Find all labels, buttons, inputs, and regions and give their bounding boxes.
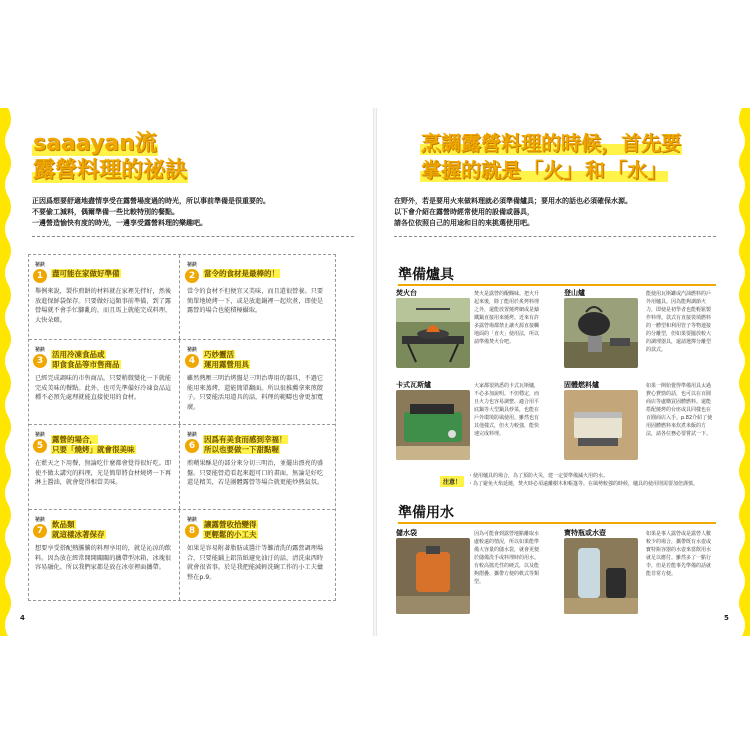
stove-desc: 焚火是露營的醍醐味。把火升起來後，除了能用於炙烤料理之外，還能放置燒烤網或是鑄鐵鍋直接用來燒烤。近來有許多露營場都禁止讓火源直接觸地面的「直火」使用法，所以請準備焚火台吧。: [474, 291, 540, 345]
tip-number-badge: 4: [185, 354, 199, 368]
left-intro-line: 正因爲想要舒適地盡情享受在露營場度過的時光，所以事前準備是很重要的。: [32, 197, 270, 205]
tip-body: 雖然熱壓三明治烤盤是三明治專用的器具，不過它能用來蒸烤，還能簡單翻面。所以很推薦拿來煎餃子。只要能活用道具的話，料理的範疇也會更加寬廣。: [187, 375, 324, 411]
tips-grid: [28, 254, 336, 601]
right-page-number: 5: [724, 614, 729, 622]
tips-row: [29, 340, 335, 425]
tip-body: 在藍天之下用餐，無論吃什麼都會覺得很好吃。即使不做太講究的料理，光是簡單將食材燒烤一下再淋上醬油，就會覺得相當美味。: [35, 460, 172, 486]
left-intro-line: 一邊營造愉快有度的時光，一邊享受露營料理的樂趣吧。: [32, 219, 207, 227]
right-intro-line: 在野外，若是要用火來做料理就必須準備爐具；要用水的話也必須確保水源。: [394, 197, 632, 205]
tip-label: 祕訣: [187, 517, 198, 523]
right-intro-line: 以下會介紹在露營時經常使用的設備或器具，: [394, 208, 534, 216]
camping-stove-photo: [564, 298, 638, 368]
caution-note: ・使用爐具的場合，為了預防火災，建一定要準備滅火用的水。: [468, 473, 609, 479]
tip-label: 祕訣: [35, 517, 46, 523]
right-title-line2: 掌握的就是: [421, 158, 521, 182]
left-intro: [32, 196, 362, 229]
water-bag-photo: [396, 538, 470, 614]
right-page: [384, 108, 736, 636]
tip-label: 祕訣: [35, 432, 46, 438]
left-divider: [32, 236, 354, 237]
tip-card-2: [181, 255, 331, 339]
tip-number-badge: 5: [33, 439, 47, 453]
right-title: [420, 130, 740, 184]
water-label: 寶特瓶或水壺: [564, 529, 606, 537]
tip-card-4: [181, 340, 331, 424]
bottle-and-flask-photo: [564, 538, 638, 614]
stove-label: 卡式瓦斯爐: [396, 381, 431, 389]
tip-label: 祕訣: [35, 347, 46, 353]
tip-heading: 巧妙靈活 運用露營用具: [204, 350, 249, 369]
left-title-line1: saaayan流: [33, 131, 157, 156]
tip-number-badge: 1: [33, 269, 47, 283]
tip-body: 舉例來說，製作煎餅的材料就在家裡先拌好，然後放進保鮮袋保存。只要做好這類事前準備，到了露營場就不會手忙腳亂的，而且馬上就能完成料理、大快朵頤。: [35, 288, 172, 324]
left-title: [32, 130, 352, 184]
right-wavy-edge: [736, 108, 750, 636]
right-intro: [394, 196, 734, 229]
stove-desc: 大家都很熟悉的卡式瓦斯爐，不必多加說明。不但穩定，而且火力也容易調整、適合用平底鍋等大型鍋具炒菜，也能在戶外環境防風使用。雖然也有其他樣式，但火力較強，能快速完成料理。: [474, 383, 540, 437]
tip-number-badge: 6: [185, 439, 199, 453]
tip-label: 祕訣: [35, 262, 46, 268]
tip-heading: 盡可能在家做好準備: [52, 269, 120, 278]
cassette-gas-stove-photo: [396, 390, 470, 460]
tip-body: 當令的食材不但便宜又美味，而且還很營養。只要簡單地燒烤一下，或是放進鍋裡一起炊煮，即使是露營的場合也能積極攝取。: [187, 288, 324, 314]
tip-number-badge: 2: [185, 269, 199, 283]
tip-card-6: [181, 425, 331, 509]
tip-card-5: [29, 425, 180, 509]
water-desc: 因為可能會到露營地點離取水處較遠的情況，所以如果能準備大容量的儲水袋，就會更便於儲備洗手或料理時的用水。有較高擋光性的硬式，以及能夠摺疊、攜帶方便的軟式等類型。: [474, 531, 540, 585]
tip-body: 如果是容易附著脂肪或醬汁等難清洗的露營調理場合，只要能鋪上鋁箔紙避免油汙的話，清洗東西時就會很省事。於是我把能減輕洗碗工作的小工夫彙整在p.9。: [187, 545, 324, 581]
caution-notes: [468, 472, 730, 488]
solid-fuel-stove-photo: [564, 390, 638, 460]
tip-label: 祕訣: [187, 347, 198, 353]
stove-label: 焚火台: [396, 289, 417, 297]
stove-label: 固體燃料爐: [564, 381, 599, 389]
book-fold: [373, 108, 377, 636]
tip-heading: 活用冷凍食品或 即食食品等市售商品: [52, 350, 120, 369]
tip-heading: 飲品類 就這樣冰著保存: [52, 520, 105, 539]
right-intro-line: 請各位依照自己的用途和目的來挑選使用吧。: [394, 219, 534, 227]
tip-number-badge: 7: [33, 524, 47, 538]
water-word: 「水」: [607, 158, 667, 182]
left-wavy-edge: [0, 108, 14, 636]
water-section-title: 準備用水: [398, 505, 454, 521]
left-page-number: 4: [20, 614, 25, 622]
stove-section-title: 準備爐具: [398, 267, 454, 283]
tip-body: 煎蘋果酥是的部分來分切三明治，並擺出漂亮的盛盤。只要能營造看起來超可口的畫面，無論是好吃還是精美，若是團體露營等場合就更能炒熱氣氛。: [187, 460, 324, 486]
tip-card-8: [181, 510, 331, 600]
tip-body: 想要享受搭配熱騰騰的料理享用的，就是沁涼的飲料。因為放在經常開開關關的攜帶型冰箱，冰塊很容易融化。所以我們家都是放在冰壺裡面攜帶。: [35, 545, 172, 571]
tip-card-1: [29, 255, 180, 339]
tip-heading: 因爲有美食而感到幸福！ 所以也要做一下甜點喔: [204, 435, 287, 454]
tips-row: [29, 510, 335, 600]
caution-note: ・為了避免火焰延燒，焚火時必須遠離樹木和帳篷等。在風勢較強的時候，爐具的使用則需要加倍謹慎。: [468, 481, 699, 487]
tip-card-3: [29, 340, 180, 424]
tip-heading: 當令的食材是最棒的！: [204, 269, 279, 278]
stove-desc: 如果一開始覺得準備用具太過費心費勁的話，也可以在百圓商店等處購買固體燃料。還能搭配燒烤的台座或具同樣也在百圓商店入手。p.82介紹了使用固體燃料來炊煮米飯的方法，請各位務必要嘗試一下。: [646, 383, 713, 437]
water-label: 儲水袋: [396, 529, 417, 537]
stove-section-rule: [398, 284, 716, 286]
tips-row: [29, 255, 335, 340]
tips-row: [29, 425, 335, 510]
tip-card-7: [29, 510, 180, 600]
tip-heading: 露營的場合， 只要「燒烤」就會很美味: [52, 435, 135, 454]
right-divider: [394, 236, 716, 237]
right-title-line1: 烹調露營料理的時候，首先要: [421, 131, 681, 155]
left-page: [14, 108, 366, 636]
caution-tag: 注意！: [440, 476, 464, 487]
tip-number-badge: 8: [185, 524, 199, 538]
water-section-rule: [398, 522, 716, 524]
fire-word: 「火」: [523, 158, 583, 182]
water-desc: 如果是事人露營或是露營人數較少的場合，攜帶既有水壺或寶特瓶容器的水壺來當飲用水就足以應付。雖然多了一點行李，但是若能事先準備的話就能非常方便。: [646, 531, 712, 577]
tip-number-badge: 3: [33, 354, 47, 368]
tip-label: 祕訣: [187, 262, 198, 268]
left-intro-line: 不要偷工減料，偶爾準備一些比較特別的餐點。: [32, 208, 179, 216]
tip-heading: 讓露營收拾變得 更輕鬆的小工夫: [204, 520, 257, 539]
tip-body: 已經完成調味的市售商品，只要稍微變化一下就能完成美味的餐點。此外，也可先準備好冷凍食品這種不必預先處理就能直接使用的食材。: [35, 375, 172, 401]
campfire-stand-photo: [396, 298, 470, 368]
stove-label: 登山爐: [564, 289, 585, 297]
tip-label: 祕訣: [187, 432, 198, 438]
stove-desc: 能使用瓦斯罐或汽油燃料的戶外用爐具。因為能夠調節火力，即使是初學者也能輕鬆製作料理。款式有直接裝填燃料的一體型和利用管子等物連接的分離型，但如果要擺放較大的調理器具，還請選擇分離型的款式。: [646, 291, 712, 353]
left-title-line2: 露營料理的祕訣: [33, 158, 188, 183]
and-word: 和: [585, 158, 605, 182]
